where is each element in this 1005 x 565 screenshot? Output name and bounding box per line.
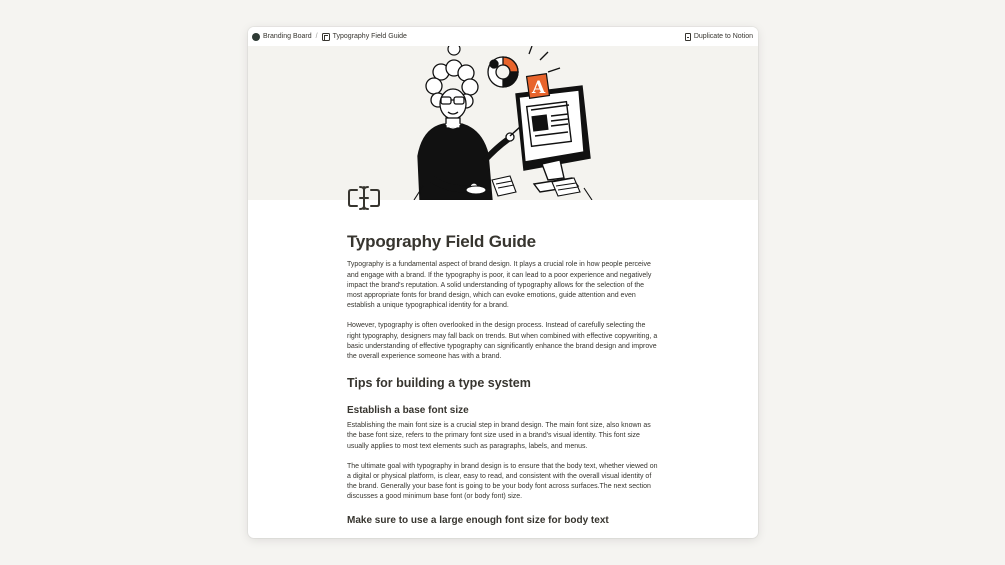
workspace-dot-icon: [252, 33, 260, 41]
text-cursor-icon: [347, 184, 381, 212]
intro-paragraph: Typography is a fundamental aspect of brand design. It plays a crucial role in how people perceive and engage with a brand. If the typography is poor, it can lead to a poor experience and negatively impact the brand's reputation. A solid understanding of typography allows for the selection of the most appropriate fonts for brand design, which can evoke emotions, guide attention and even establish a unique typographical identity for a brand.: [347, 261, 652, 310]
sparkle-lines: [529, 46, 560, 72]
breadcrumb-item-branding-board[interactable]: [252, 33, 312, 41]
breadcrumb-label: Typography Field Guide: [332, 33, 407, 40]
breadcrumb-item-typography-field-guide[interactable]: [322, 33, 407, 41]
intro-paragraph: However, typography is often overlooked in the design process. Instead of carefully selecting the right typography, designers may fall back on trends. But when combined with effective copywriting, a basic understanding of effective typography can significantly enhance the brand design and improve the overall experience someone has with a brand.: [347, 322, 658, 361]
page-icon: [322, 33, 330, 41]
svg-text:A: A: [532, 78, 546, 98]
notion-page-window: [248, 27, 758, 538]
breadcrumb-label: Branding Board: [263, 33, 312, 40]
duplicate-to-notion-button[interactable]: [685, 33, 753, 41]
subsection-paragraph: The ultimate goal with typography in brand design is to ensure that the body text, whether viewed on a digital or physical platform, is clear, easy to read, and consistent with the overall visual identity of the brand. Generally your base font is going to be your body font across surfaces.The next section discusses a good minimum base font (or body font) size.: [347, 462, 658, 501]
subsection-heading: Establish a base font size: [347, 405, 469, 417]
face: [440, 89, 466, 119]
topbar: [248, 27, 758, 46]
page-content: [347, 232, 659, 531]
duplicate-label: Duplicate to Notion: [693, 33, 753, 40]
color-wheel-icon: [488, 57, 518, 87]
subsection-heading: Make sure to use a large enough font size for body text: [347, 514, 609, 526]
subsection-paragraph: Establishing the main font size is a crucial step in brand design. The main font size, also known as the base font size, refers to the primary font size used in a brand's visual identity. This font size usually applies to most text elements such as paragraphs, labels, and menus.: [347, 422, 651, 450]
section-heading: Tips for building a type system: [347, 376, 531, 391]
monitor: [516, 86, 590, 192]
designer-illustration: [248, 46, 758, 200]
page-title: Typography Field Guide: [347, 232, 536, 251]
cover-illustration: [248, 46, 758, 200]
document-icon: [685, 33, 691, 41]
breadcrumb-separator: /: [315, 33, 318, 40]
breadcrumb: [252, 33, 407, 41]
lightbulb-icon: [440, 46, 468, 55]
letter-a-badge: [527, 74, 550, 99]
